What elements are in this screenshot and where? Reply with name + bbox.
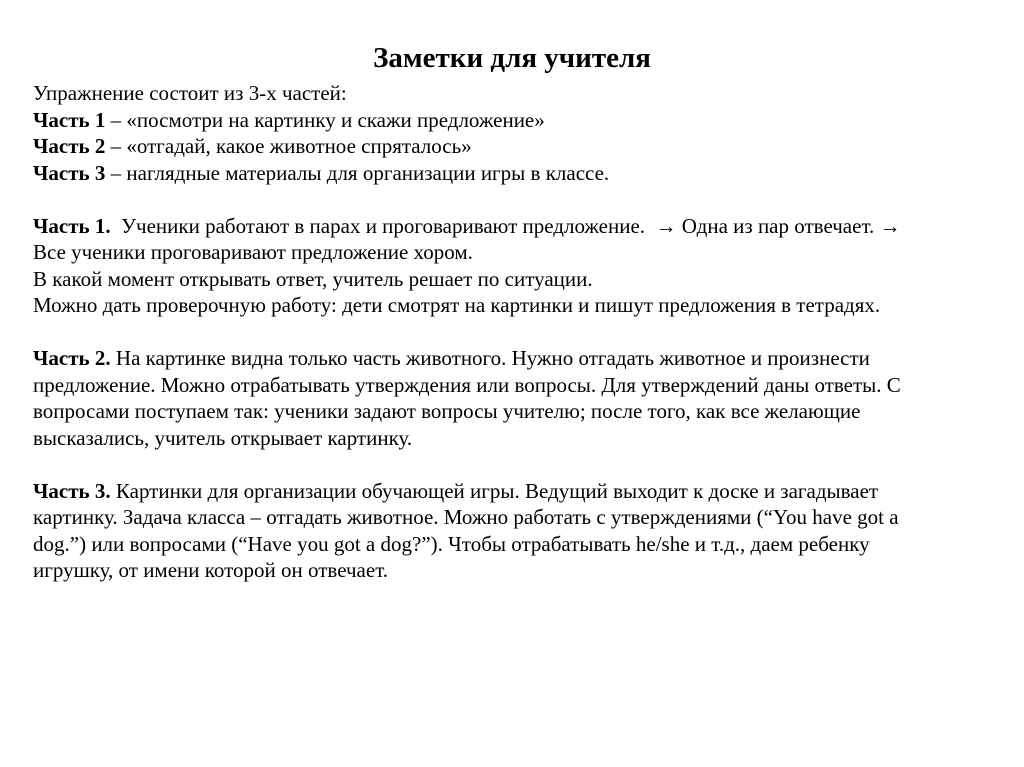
part2-line-4: высказались, учитель открывает картинку. — [33, 425, 413, 450]
spacer — [33, 319, 993, 346]
summary-part-1-text: – «посмотри на картинку и скажи предложение» — [105, 107, 545, 132]
summary-part-2-text: – «отгадай, какое животное спряталось» — [105, 134, 472, 158]
part3-label: Часть 3. — [33, 478, 111, 503]
spacer — [33, 186, 993, 213]
part2-line-2: предложение. Можно отрабатывать утверждения или вопросы. Для утверждений даны ответы. С — [33, 372, 901, 397]
part2-label: Часть 2. — [33, 346, 111, 370]
summary-part-2-label: Часть 2 — [33, 134, 106, 158]
summary-part-3-label: Часть 3 — [33, 160, 106, 185]
part1-label: Часть 1. — [33, 213, 111, 238]
summary-part-1-label: Часть 1 — [33, 107, 106, 132]
part2-text-1: На картинке видна только часть животного. Нужно отгадать животное и произнести — [110, 346, 870, 370]
part1-line-1 — [33, 213, 993, 240]
part1-text-1: Ученики работают в парах и проговаривают предложение. → Одна из пар отвечает. → — [110, 213, 901, 238]
summary-part-3 — [33, 160, 993, 187]
part1-line-3: В какой момент открывать ответ, учитель решает по ситуации. — [33, 266, 593, 291]
notes-body — [33, 80, 993, 584]
summary-part-1 — [33, 107, 993, 134]
part3-text-1: Картинки для организации обучающей игры. Ведущий выходит к доске и загадывает — [110, 478, 879, 503]
summary-part-3-text: – наглядные материалы для организации игры в классе. — [105, 160, 610, 185]
page-title: Заметки для учителя — [373, 42, 651, 74]
intro-line: Упражнение состоит из 3-х частей: — [33, 81, 347, 105]
part2-line-1 — [33, 345, 993, 372]
part3-line-4: игрушку, от имени которой он отвечает. — [33, 558, 389, 582]
part2-line-3: вопросами поступаем так: ученики задают вопросы учителю; после того, как все желающие — [33, 399, 861, 423]
summary-part-2 — [33, 133, 993, 160]
part1-line-2: Все ученики проговаривают предложение хором. — [33, 240, 473, 264]
spacer — [33, 451, 993, 478]
part3-line-3: dog.”) или вопросами (“Have you got a dog?”). Чтобы отрабатывать he/she и т.д., даем ребенку — [33, 531, 870, 556]
part3-line-2: картинку. Задача класса – отгадать животное. Можно работать с утверждениями (“You have got a — [33, 505, 899, 529]
part1-line-4: Можно дать проверочную работу: дети смотрят на картинки и пишут предложения в тетрадях. — [33, 293, 881, 317]
part3-line-1 — [33, 478, 993, 505]
